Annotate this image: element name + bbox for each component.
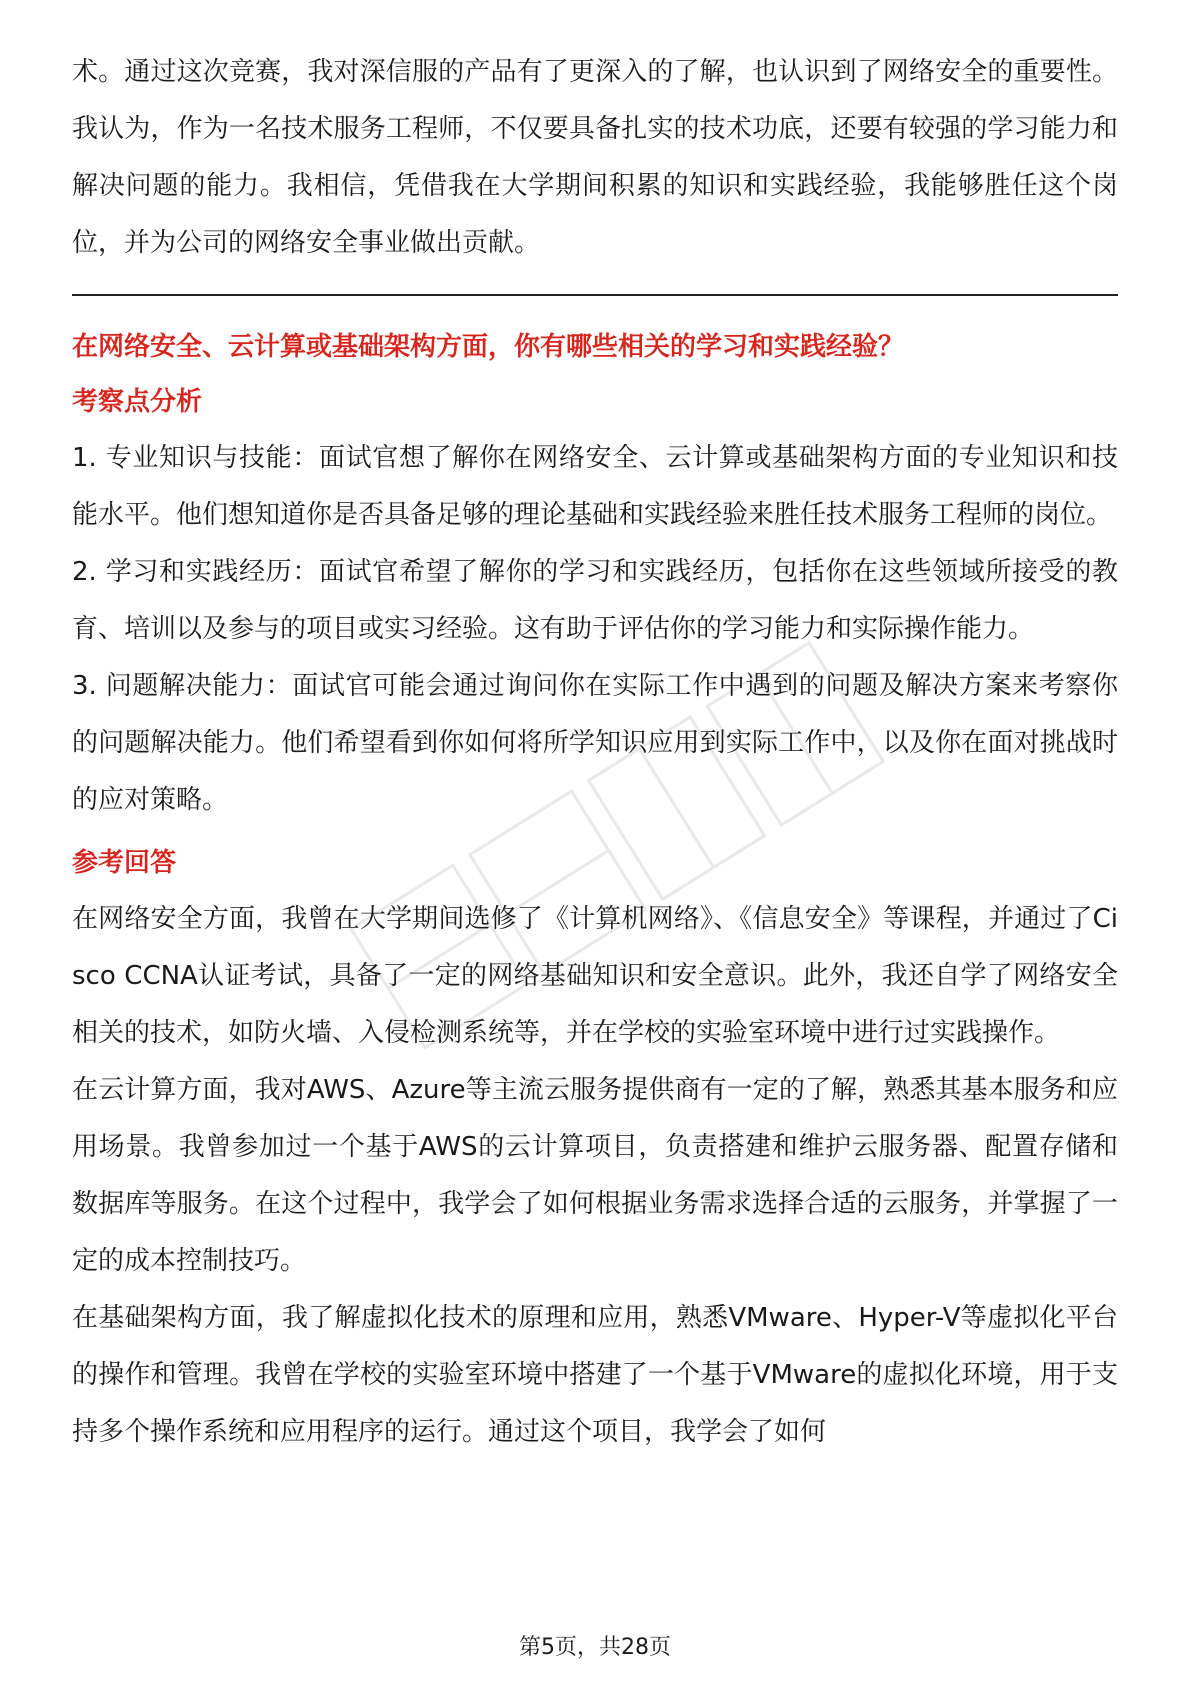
- answer-heading: 参考回答: [72, 848, 177, 878]
- analysis-list: [72, 430, 1118, 829]
- analysis-heading: 考察点分析: [72, 387, 203, 417]
- answer-body: [72, 891, 1118, 1461]
- page-number-footer: 第5页，共28页: [519, 1635, 671, 1660]
- analysis-item: 1. 专业知识与技能：面试官想了解你在网络安全、云计算或基础架构方面的专业知识和技能水平。他们想知道你是否具备足够的理论基础和实践经验来胜任技术服务工程师的岗位。: [72, 443, 1118, 530]
- question-heading: 在网络安全、云计算或基础架构方面，你有哪些相关的学习和实践经验？: [72, 332, 905, 362]
- section-divider: [72, 294, 1118, 296]
- answer-paragraph: 在云计算方面，我对AWS、Azure等主流云服务提供商有一定的了解，熟悉其基本服务和应用场景。我曾参加过一个基于AWS的云计算项目，负责搭建和维护云服务器、配置存储和数据库等服务。在这个过程中，我学会了如何根据业务需求选择合适的云服务，并掌握了一定的成本控制技巧。: [72, 1075, 1118, 1276]
- page-content: [72, 44, 1118, 1461]
- answer-paragraph: 在基础架构方面，我了解虚拟化技术的原理和应用，熟悉VMware、Hyper-V等虚拟化平台的操作和管理。我曾在学校的实验室环境中搭建了一个基于VMware的虚拟化环境，用于支持多个操作系统和应用程序的运行。通过这个项目，我学会了如何: [72, 1303, 1118, 1447]
- intro-paragraph: 术。通过这次竞赛，我对深信服的产品有了更深入的了解，也认识到了网络安全的重要性。我认为，作为一名技术服务工程师，不仅要具备扎实的技术功底，还要有较强的学习能力和解决问题的能力。我相信，凭借我在大学期间积累的知识和实践经验，我能够胜任这个岗位，并为公司的网络安全事业做出贡献。: [72, 57, 1118, 258]
- analysis-item: 2. 学习和实践经历：面试官希望了解你的学习和实践经历，包括你在这些领域所接受的教育、培训以及参与的项目或实习经验。这有助于评估你的学习能力和实际操作能力。: [72, 557, 1118, 644]
- answer-paragraph: 在网络安全方面，我曾在大学期间选修了《计算机网络》、《信息安全》等课程，并通过了Cisco CCNA认证考试，具备了一定的网络基础知识和安全意识。此外，我还自学了网络安全相关的技术，如防火墙、入侵检测系统等，并在学校的实验室环境中进行过实践操作。: [72, 904, 1118, 1048]
- analysis-item: 3. 问题解决能力：面试官可能会通过询问你在实际工作中遇到的问题及解决方案来考察你的问题解决能力。他们希望看到你如何将所学知识应用到实际工作中，以及你在面对挑战时的应对策略。: [72, 671, 1118, 815]
